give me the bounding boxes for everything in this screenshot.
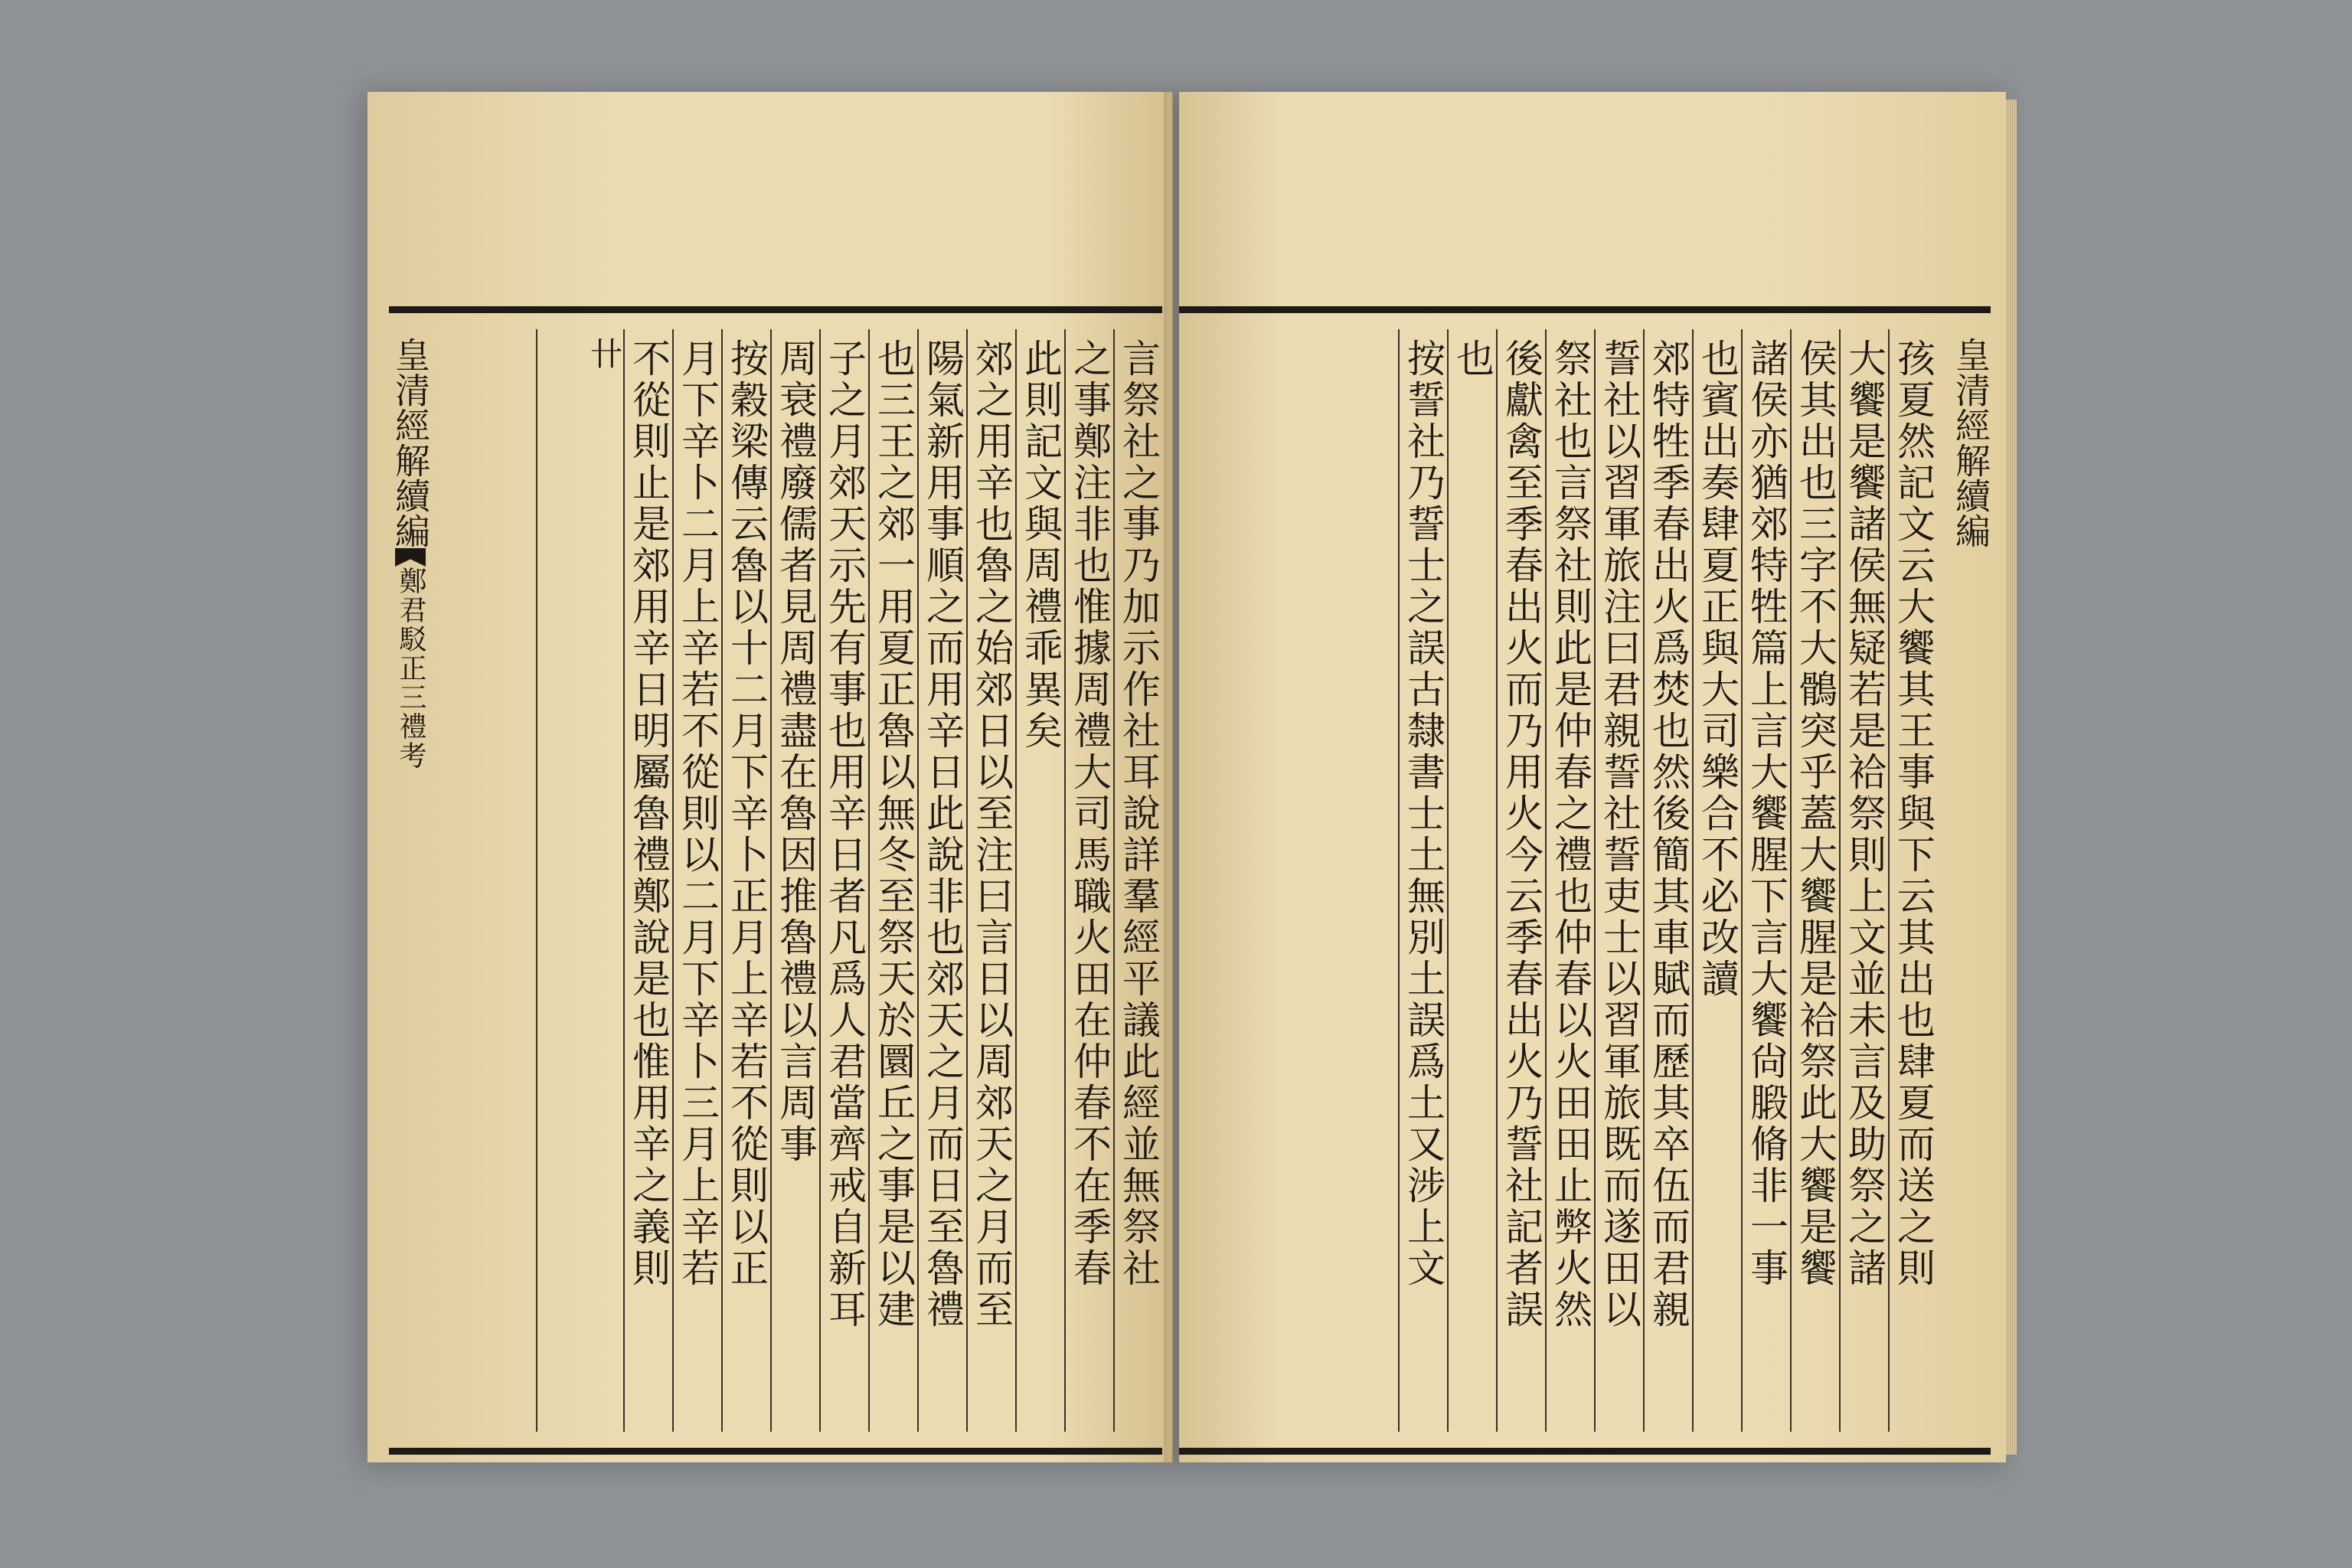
top-border-rule [389, 306, 1162, 313]
text-column: 諸侯亦猶郊特牲篇上言大饗腥下言大饗尙腶脩非一事 [1741, 329, 1790, 1432]
text-column: 此則記文與周禮乖異矣 [1015, 329, 1064, 1432]
book-title: 皇清經解續編 [390, 337, 431, 548]
text-column: 也三王之郊一用夏正魯以無冬至祭天於圜丘之事是以建 [868, 329, 917, 1432]
text-column: 孩夏然記文云大饗其王事與下云其出也肆夏而送之則 [1888, 329, 1937, 1432]
text-column: 侯其出也三字不大鶻突乎蓋大饗腥是袷祭此大饗是饗 [1790, 329, 1839, 1432]
title-column [536, 329, 585, 1432]
text-column: 周衰禮廢儒者見周禮盡在魯因推魯禮以言周事 [770, 329, 819, 1432]
bottom-border-rule [389, 1448, 1162, 1455]
left-margin [368, 314, 389, 1447]
text-column: 子之月郊天示先有事也用辛日者凡爲人君當齊戒自新耳 [819, 329, 868, 1432]
text-column: 後獻禽至季春出火而乃用火今云季春出火乃誓社記者誤 [1496, 329, 1545, 1432]
left-margin-title [389, 337, 432, 1332]
top-border-rule [1179, 306, 1991, 313]
text-column: 也 [1447, 329, 1496, 1432]
left-text-frame [389, 306, 1162, 1455]
text-column: 祭社也言祭社則此是仲春之禮也仲春以火田田止弊火然 [1545, 329, 1594, 1432]
open-book [368, 92, 2006, 1470]
text-column: 不從則止是郊用辛日明屬魯禮鄭說是也惟用辛之義則 [623, 329, 672, 1432]
section-title: 鄭君駁正三禮考 [395, 567, 426, 770]
text-column: 按穀梁傳云魯以十二月下辛卜正月上辛若不從則以正 [721, 329, 770, 1432]
text-column: 言祭社之事乃加示作社耳說詳羣經平議此經並無祭社 [1113, 329, 1162, 1432]
text-column: 誓社以習軍旅注曰君親誓社誓吏士以習軍旅既而遂田以 [1594, 329, 1643, 1432]
left-page [368, 92, 1173, 1462]
bottom-border-rule [1179, 1448, 1991, 1455]
text-column: 大饗是饗諸侯無疑若是袷祭則上文並未言及助祭之諸 [1839, 329, 1888, 1432]
left-columns [389, 329, 1162, 1432]
book-title-right: 皇清經解續編 [1950, 337, 1991, 548]
text-column: 陽氣新用事順之而用辛日此說非也郊天之月而日至魯禮 [917, 329, 966, 1432]
page-edges [2006, 100, 2017, 1455]
text-column: 月下辛卜二月上辛若不從則以二月下辛卜三月上辛若 [672, 329, 721, 1432]
right-text-frame [1179, 306, 1991, 1455]
right-columns [1179, 329, 1991, 1432]
text-column: 之事鄭注非也惟據周禮大司馬職火田在仲春不在季春 [1064, 329, 1113, 1432]
right-margin-title [1949, 337, 1992, 597]
right-page [1179, 92, 2006, 1462]
text-column: 郊之用辛也魯之始郊日以至注曰言日以周郊天之月而至 [966, 329, 1015, 1432]
fish-tail-mark [395, 548, 426, 567]
text-column: 也賓出奏肆夏正與大司樂合不必改讀 [1692, 329, 1741, 1432]
text-column: 郊特牲季春出火爲焚也然後簡其車賦而歷其卒伍而君親 [1643, 329, 1692, 1432]
text-column: 按誓社乃誓士之誤古隸書士土無別土誤爲土又涉上文 [1398, 329, 1447, 1432]
page-number: 卄 [586, 337, 623, 369]
